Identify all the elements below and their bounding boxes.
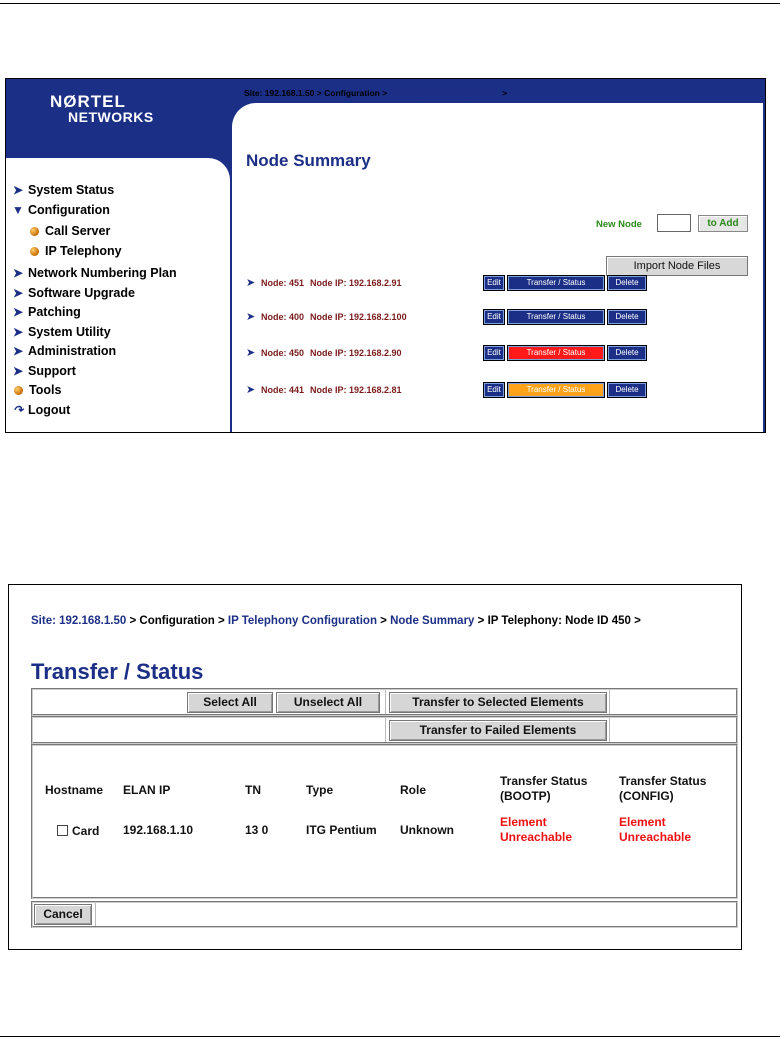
node-row: [246, 310, 766, 326]
arrow-right-icon: ➤: [12, 183, 24, 197]
element-checkbox[interactable]: [57, 825, 68, 836]
cell-type: ITG Pentium: [306, 823, 377, 837]
sidebar-item-label: Administration: [28, 344, 117, 358]
breadcrumb-separator: >: [477, 615, 485, 627]
cell-config-status: [619, 815, 691, 845]
cell-hostname: Card: [72, 824, 100, 838]
breadcrumb-separator: >: [380, 615, 387, 627]
cancel-button[interactable]: Cancel: [34, 904, 92, 925]
sidebar-item-label: Tools: [29, 383, 62, 397]
sidebar-item-label: Logout: [28, 403, 71, 417]
toolbar-row-failed: [31, 716, 738, 744]
arrow-right-icon: ➤: [12, 344, 24, 358]
import-node-files-button[interactable]: Import Node Files: [606, 256, 748, 276]
sidebar-item-label: Configuration: [28, 203, 110, 217]
sidebar-item-logout[interactable]: [12, 403, 70, 417]
unselect-all-button[interactable]: Unselect All: [276, 692, 380, 713]
cell-bootp-status: [500, 815, 572, 845]
transfer-selected-button[interactable]: Transfer to Selected Elements: [389, 692, 607, 713]
cell-config-line2: Unreachable: [619, 830, 692, 844]
new-node-label: New Node: [596, 219, 642, 230]
cell-bootp-line1: Element: [500, 815, 547, 829]
sidebar-item-call-server[interactable]: [28, 224, 110, 238]
edit-button[interactable]: Edit: [484, 383, 504, 397]
arrow-right-icon: ➤: [246, 347, 256, 359]
delete-button[interactable]: Delete: [608, 346, 646, 360]
bottom-rule: [0, 1036, 780, 1037]
sidebar-item-label: System Status: [28, 183, 115, 197]
node-info: [261, 348, 402, 358]
chevron-down-icon: ▼: [12, 203, 24, 217]
node-ip: Node IP: 192.168.2.100: [310, 312, 407, 322]
node-id: Node: 451: [261, 278, 305, 288]
node-info: [261, 312, 407, 322]
sidebar-item-label: Support: [28, 364, 76, 378]
col-tn: TN: [245, 783, 261, 797]
select-all-button[interactable]: Select All: [187, 692, 273, 713]
breadcrumb-node-summary[interactable]: Node Summary: [390, 615, 475, 627]
sidebar-item-label: Call Server: [45, 224, 111, 238]
breadcrumb-separator: >: [382, 88, 388, 98]
node-row: [246, 276, 766, 292]
sidebar-item-system-utility[interactable]: [12, 325, 111, 339]
arrow-right-icon: ➤: [246, 311, 256, 323]
breadcrumb-current: IP Telephony: Node ID 450: [487, 615, 631, 627]
arrow-right-icon: ➤: [12, 325, 24, 339]
breadcrumb-ip-telephony-configuration[interactable]: IP Telephony Configuration: [227, 615, 377, 627]
divider: [385, 690, 386, 714]
breadcrumb-configuration[interactable]: Configuration: [139, 615, 215, 627]
node-id: Node: 441: [261, 385, 305, 395]
divider: [385, 718, 386, 742]
breadcrumb-configuration[interactable]: Configuration: [324, 88, 380, 98]
cell-config-line1: Element: [619, 815, 666, 829]
elements-table: [31, 744, 738, 899]
node-summary-screenshot: [5, 78, 766, 433]
sidebar-item-ip-telephony[interactable]: [28, 244, 122, 258]
breadcrumb-separator: >: [217, 615, 225, 627]
sidebar-item-label: Network Numbering Plan: [28, 266, 177, 280]
divider: [609, 690, 610, 714]
cell-elan-ip: 192.168.1.10: [123, 823, 194, 837]
breadcrumb-separator: >: [316, 88, 322, 98]
sidebar-item-label: Patching: [28, 305, 81, 319]
bullet-dot-icon: [14, 386, 23, 395]
delete-button[interactable]: Delete: [608, 276, 646, 290]
logo-line2: NETWORKS: [68, 109, 154, 125]
col-config-line1: Transfer Status: [619, 774, 707, 788]
cell-bootp-line2: Unreachable: [500, 830, 573, 844]
arrow-right-icon: ➤: [12, 266, 24, 280]
toolbar-row-select: [31, 688, 738, 716]
divider: [609, 718, 610, 742]
col-config: [619, 774, 706, 804]
new-node-input[interactable]: [657, 214, 691, 232]
col-elan-ip: ELAN IP: [123, 783, 171, 797]
arrow-right-icon: ➤: [12, 364, 24, 378]
transfer-status-button[interactable]: Transfer / Status: [508, 383, 604, 397]
edit-button[interactable]: Edit: [484, 276, 504, 290]
transfer-status-button[interactable]: Transfer / Status: [508, 276, 604, 290]
edit-button[interactable]: Edit: [484, 346, 504, 360]
sidebar-item-network-numbering-plan[interactable]: [12, 266, 177, 280]
col-config-line2: (CONFIG): [619, 789, 674, 803]
sidebar-item-label: System Utility: [28, 325, 111, 339]
node-id: Node: 450: [261, 348, 305, 358]
nortel-logo: [50, 93, 154, 124]
transfer-status-button[interactable]: Transfer / Status: [508, 346, 604, 360]
arrow-right-icon: ➤: [12, 305, 24, 319]
sidebar-item-label: IP Telephony: [45, 244, 122, 258]
sidebar-item-support[interactable]: [12, 364, 76, 378]
breadcrumb-separator: >: [634, 615, 641, 627]
arrow-right-icon: ➤: [246, 384, 256, 396]
node-info: [261, 385, 402, 395]
divider: [95, 903, 96, 926]
delete-button[interactable]: Delete: [608, 383, 646, 397]
breadcrumb-ip-telephony-configuration[interactable]: IP Telephony Configuration: [389, 88, 500, 98]
col-bootp: [500, 774, 587, 804]
logout-icon: ↷: [12, 403, 24, 417]
delete-button[interactable]: Delete: [608, 310, 646, 324]
node-ip: Node IP: 192.168.2.81: [310, 385, 402, 395]
transfer-status-screenshot: [8, 584, 742, 950]
node-id: Node: 400: [261, 312, 305, 322]
sidebar-item-system-status[interactable]: [12, 183, 114, 197]
add-node-button[interactable]: to Add: [698, 215, 748, 232]
sidebar-item-tools[interactable]: [12, 383, 61, 397]
bullet-dot-icon: [30, 227, 39, 236]
breadcrumb: [244, 88, 507, 98]
col-bootp-line1: Transfer Status: [500, 774, 588, 788]
breadcrumb-separator: >: [502, 88, 508, 98]
cell-tn: 13 0: [245, 823, 269, 837]
col-hostname: Hostname: [45, 783, 104, 797]
node-ip: Node IP: 192.168.2.91: [310, 278, 402, 288]
sidebar-item-configuration[interactable]: [12, 203, 110, 217]
logo-line1: NØRTEL: [50, 92, 126, 111]
arrow-right-icon: ➤: [12, 286, 24, 300]
node-row: [246, 346, 766, 362]
transfer-failed-button[interactable]: Transfer to Failed Elements: [389, 720, 607, 741]
sidebar-item-patching[interactable]: [12, 305, 81, 319]
content-area: [232, 103, 763, 433]
breadcrumb-separator: >: [129, 615, 137, 627]
bullet-dot-icon: [30, 247, 39, 256]
breadcrumb: [31, 615, 641, 627]
sidebar-item-label: Software Upgrade: [28, 286, 135, 300]
page-title: Transfer / Status: [31, 659, 204, 684]
edit-button[interactable]: Edit: [484, 310, 504, 324]
node-ip: Node IP: 192.168.2.90: [310, 348, 402, 358]
transfer-status-button[interactable]: Transfer / Status: [508, 310, 604, 324]
top-rule: [0, 3, 780, 4]
sidebar-item-administration[interactable]: [12, 344, 116, 358]
sidebar: [6, 158, 230, 433]
col-type: Type: [306, 783, 334, 797]
breadcrumb-site[interactable]: Site: 192.168.1.50: [31, 615, 127, 627]
sidebar-item-software-upgrade[interactable]: [12, 286, 135, 300]
node-info: [261, 278, 402, 288]
col-role: Role: [400, 783, 427, 797]
breadcrumb-site[interactable]: Site: 192.168.1.50: [244, 88, 315, 98]
col-bootp-line2: (BOOTP): [500, 789, 551, 803]
cell-role: Unknown: [400, 823, 454, 837]
page-title: Node Summary: [246, 151, 371, 170]
node-row: [246, 383, 766, 399]
arrow-right-icon: ➤: [246, 277, 256, 289]
bottom-bar: [31, 901, 738, 928]
main-panel: [230, 79, 765, 433]
